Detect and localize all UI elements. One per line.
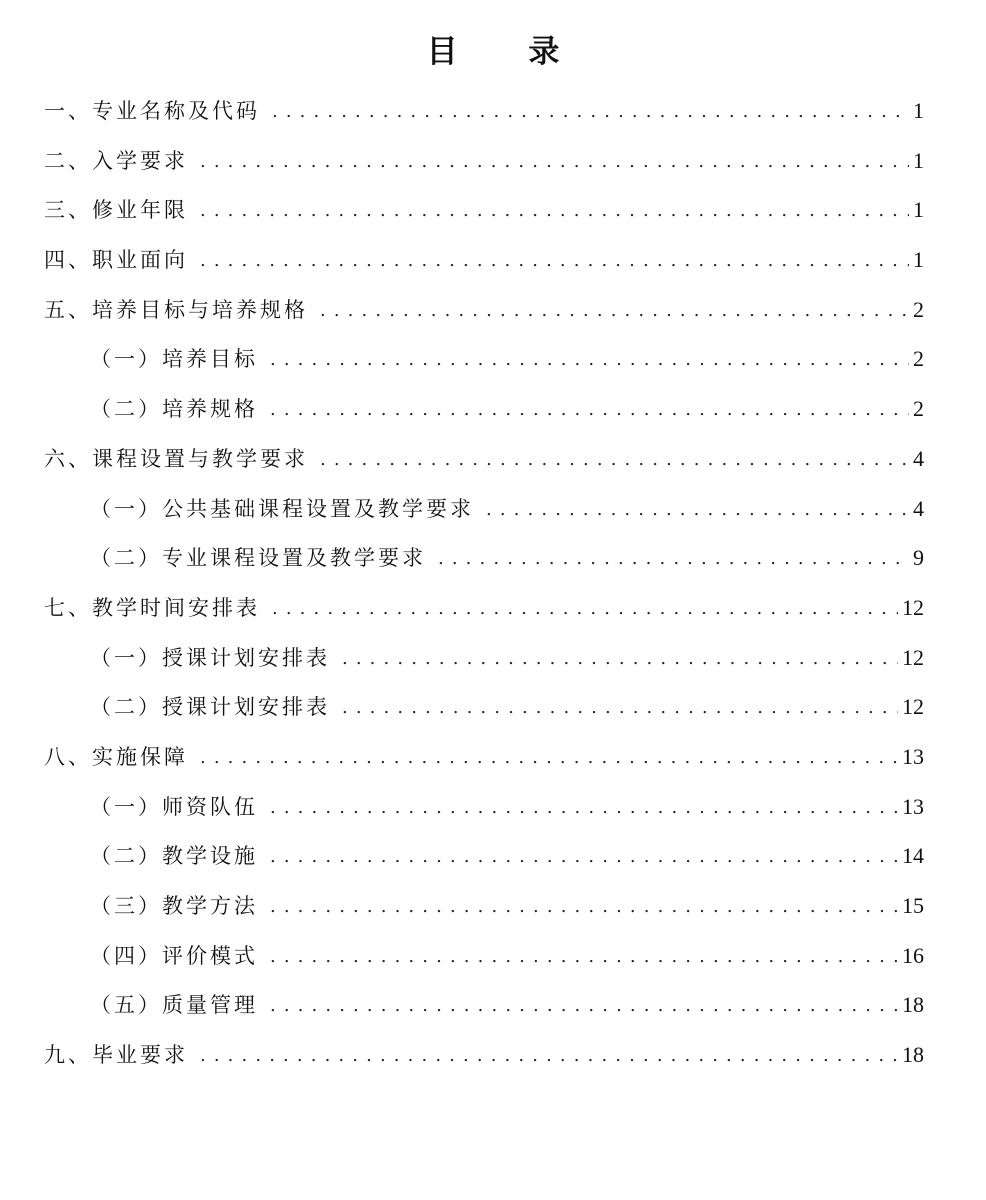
toc-entry[interactable] (44, 583, 924, 633)
toc-dot-leader (200, 1031, 898, 1081)
toc-entry[interactable] (44, 980, 924, 1030)
toc-entry[interactable] (44, 782, 924, 832)
toc-dot-leader (342, 683, 898, 733)
toc-entry-label: 二、入学要求 (44, 148, 188, 173)
toc-entry-label: 八、实施保障 (44, 744, 188, 769)
toc-entry-page-number: 15 (902, 893, 924, 918)
toc-entry-label: 四、职业面向 (44, 248, 188, 273)
toc-entry[interactable] (44, 235, 924, 285)
toc-entry-page-number: 9 (913, 545, 924, 571)
toc-entry[interactable] (44, 334, 924, 384)
toc-entry-page-number: 1 (913, 147, 924, 173)
toc-dot-leader (270, 882, 898, 932)
toc-entry-label: 五、培养目标与培养规格 (44, 297, 308, 322)
toc-entry-page-number: 4 (913, 445, 924, 471)
toc-entry-label: （二）授课计划安排表 (90, 695, 330, 720)
toc-dot-leader (270, 783, 898, 833)
toc-entry-label: 六、课程设置与教学要求 (44, 446, 308, 471)
toc-dot-leader (200, 137, 909, 187)
toc-entry[interactable] (44, 285, 924, 335)
toc-title: 目 录 (426, 34, 590, 70)
toc-entry-label: （二）教学设施 (90, 844, 258, 869)
toc-entry-page-number: 1 (913, 98, 924, 123)
toc-entry-label: （二）培养规格 (90, 397, 258, 422)
toc-entry-page-number: 16 (902, 942, 924, 968)
toc-entry-page-number: 18 (902, 992, 924, 1018)
toc-entry[interactable] (44, 384, 924, 434)
toc-entry[interactable] (44, 136, 924, 186)
toc-dot-leader (270, 981, 898, 1031)
toc-entry-label: （一）师资队伍 (90, 794, 258, 819)
toc-entry[interactable] (44, 434, 924, 484)
toc-dot-leader (270, 335, 909, 385)
toc-entry-page-number: 12 (902, 694, 924, 720)
toc-dot-leader (342, 634, 898, 684)
toc-entry-label: （三）教学方法 (90, 894, 258, 918)
toc-entry-page-number: 18 (902, 1042, 924, 1068)
toc-dot-leader (272, 584, 898, 634)
toc-entry-label: （五）质量管理 (90, 993, 258, 1018)
toc-entry-label: （一）培养目标 (90, 347, 258, 372)
toc-entry[interactable] (44, 682, 924, 732)
toc-entry-page-number: 2 (913, 346, 924, 372)
toc-entry-page-number: 12 (902, 594, 924, 620)
toc-entry[interactable] (44, 732, 924, 782)
toc-dot-leader (200, 186, 909, 236)
toc-entry[interactable] (44, 1030, 924, 1080)
toc-entry[interactable] (44, 831, 924, 881)
toc-entry-page-number: 14 (902, 843, 924, 869)
toc-entry-page-number: 1 (913, 197, 924, 223)
toc-entry-page-number: 12 (902, 644, 924, 670)
toc-entry-label: 三、修业年限 (44, 198, 188, 223)
toc-dot-leader (486, 485, 909, 535)
toc-entry-label: 一、专业名称及代码 (44, 99, 260, 123)
toc-entry-page-number: 2 (913, 396, 924, 422)
toc-entry[interactable] (44, 881, 924, 931)
toc-entry-label: （一）公共基础课程设置及教学要求 (90, 496, 474, 521)
toc-entry-label: 九、毕业要求 (44, 1043, 188, 1068)
toc-dot-leader (320, 286, 909, 336)
toc-entry[interactable] (44, 484, 924, 534)
toc-entry-label: （二）专业课程设置及教学要求 (90, 546, 426, 571)
toc-entry[interactable] (44, 633, 924, 683)
toc-dot-leader (320, 435, 909, 485)
toc-entry-page-number: 1 (913, 247, 924, 273)
toc-entry[interactable] (44, 86, 924, 136)
toc-entry[interactable] (44, 931, 924, 981)
toc-dot-leader (270, 385, 909, 435)
toc-dot-leader (272, 87, 909, 137)
toc-list (44, 86, 924, 1080)
toc-entry-page-number: 13 (902, 743, 924, 769)
toc-entry-label: （一）授课计划安排表 (90, 645, 330, 670)
toc-entry-label: 七、教学时间安排表 (44, 595, 260, 620)
toc-dot-leader (270, 832, 898, 882)
toc-entry[interactable] (44, 185, 924, 235)
toc-dot-leader (200, 236, 909, 286)
toc-entry[interactable] (44, 533, 924, 583)
toc-entry-label: （四）评价模式 (90, 943, 258, 968)
toc-dot-leader (270, 932, 898, 982)
toc-dot-leader (438, 534, 909, 584)
toc-entry-page-number: 2 (913, 296, 924, 322)
toc-entry-page-number: 13 (902, 793, 924, 819)
toc-dot-leader (200, 733, 898, 783)
toc-entry-page-number: 4 (913, 495, 924, 521)
